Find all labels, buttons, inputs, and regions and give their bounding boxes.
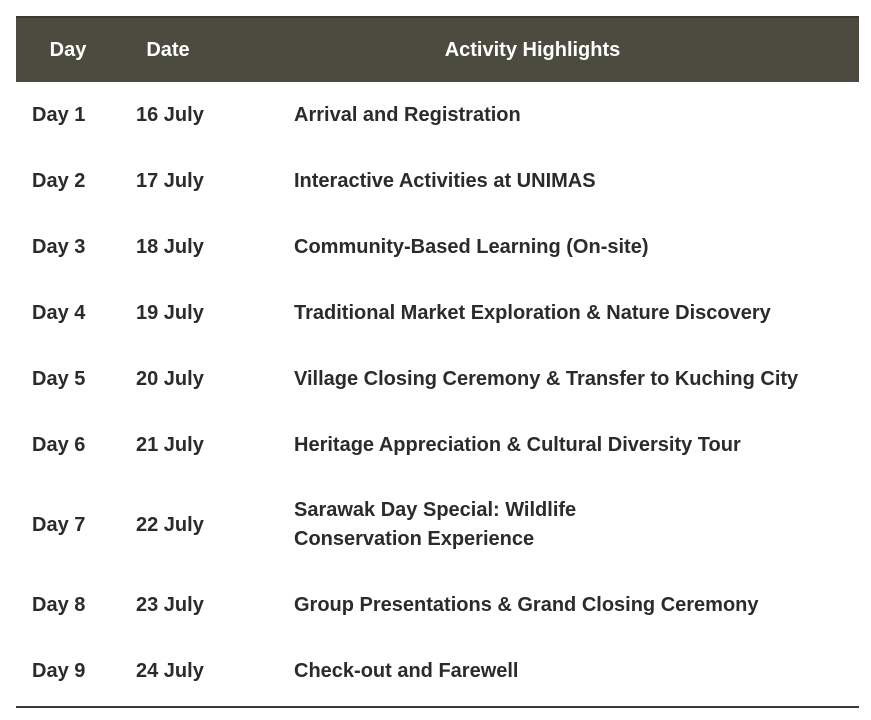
table-row: [16, 572, 859, 638]
table-row: [16, 214, 859, 280]
cell-activity: Check-out and Farewell: [294, 659, 519, 682]
cell-day: Day 8: [32, 593, 86, 616]
cell-day: Day 5: [32, 367, 86, 390]
cell-date: 17 July: [136, 169, 204, 192]
header-activity: Activity Highlights: [444, 38, 621, 61]
cell-activity: Heritage Appreciation & Cultural Diversity Tour: [294, 433, 741, 456]
cell-activity: Community-Based Learning (On-site): [294, 235, 649, 258]
cell-day: Day 6: [32, 433, 86, 456]
cell-date: 18 July: [136, 235, 204, 258]
cell-day: Day 3: [32, 235, 86, 258]
table-row: [16, 478, 859, 572]
table-row: [16, 412, 859, 478]
table-row: [16, 82, 859, 148]
cell-activity: Village Closing Ceremony & Transfer to Kuching City: [294, 367, 799, 390]
itinerary-table: [16, 16, 859, 708]
cell-date: 21 July: [136, 433, 204, 456]
cell-date: 22 July: [136, 513, 204, 536]
cell-activity: Arrival and Registration: [294, 103, 521, 126]
cell-day: Day 1: [32, 103, 86, 126]
cell-date: 19 July: [136, 301, 204, 324]
cell-activity: Traditional Market Exploration & Nature Discovery: [294, 301, 771, 324]
cell-date: 23 July: [136, 593, 204, 616]
cell-day: Day 4: [32, 301, 86, 324]
table-row: [16, 148, 859, 214]
cell-day: Day 7: [32, 513, 86, 536]
cell-day: Day 2: [32, 169, 86, 192]
header-date: Date: [146, 38, 190, 61]
table-row: [16, 280, 859, 346]
table-row: [16, 638, 859, 704]
header-day: Day: [49, 38, 87, 61]
table-header: [16, 18, 859, 82]
cell-date: 24 July: [136, 659, 204, 682]
cell-date: 20 July: [136, 367, 204, 390]
cell-day: Day 9: [32, 659, 86, 682]
table-body: [16, 82, 859, 704]
bottom-rule: [16, 706, 859, 708]
cell-activity: Sarawak Day Special: Wildlife Conservation Experience: [294, 499, 577, 550]
cell-activity: Interactive Activities at UNIMAS: [294, 169, 596, 192]
table-row: [16, 346, 859, 412]
cell-activity: Group Presentations & Grand Closing Ceremony: [294, 593, 759, 616]
cell-date: 16 July: [136, 103, 204, 126]
